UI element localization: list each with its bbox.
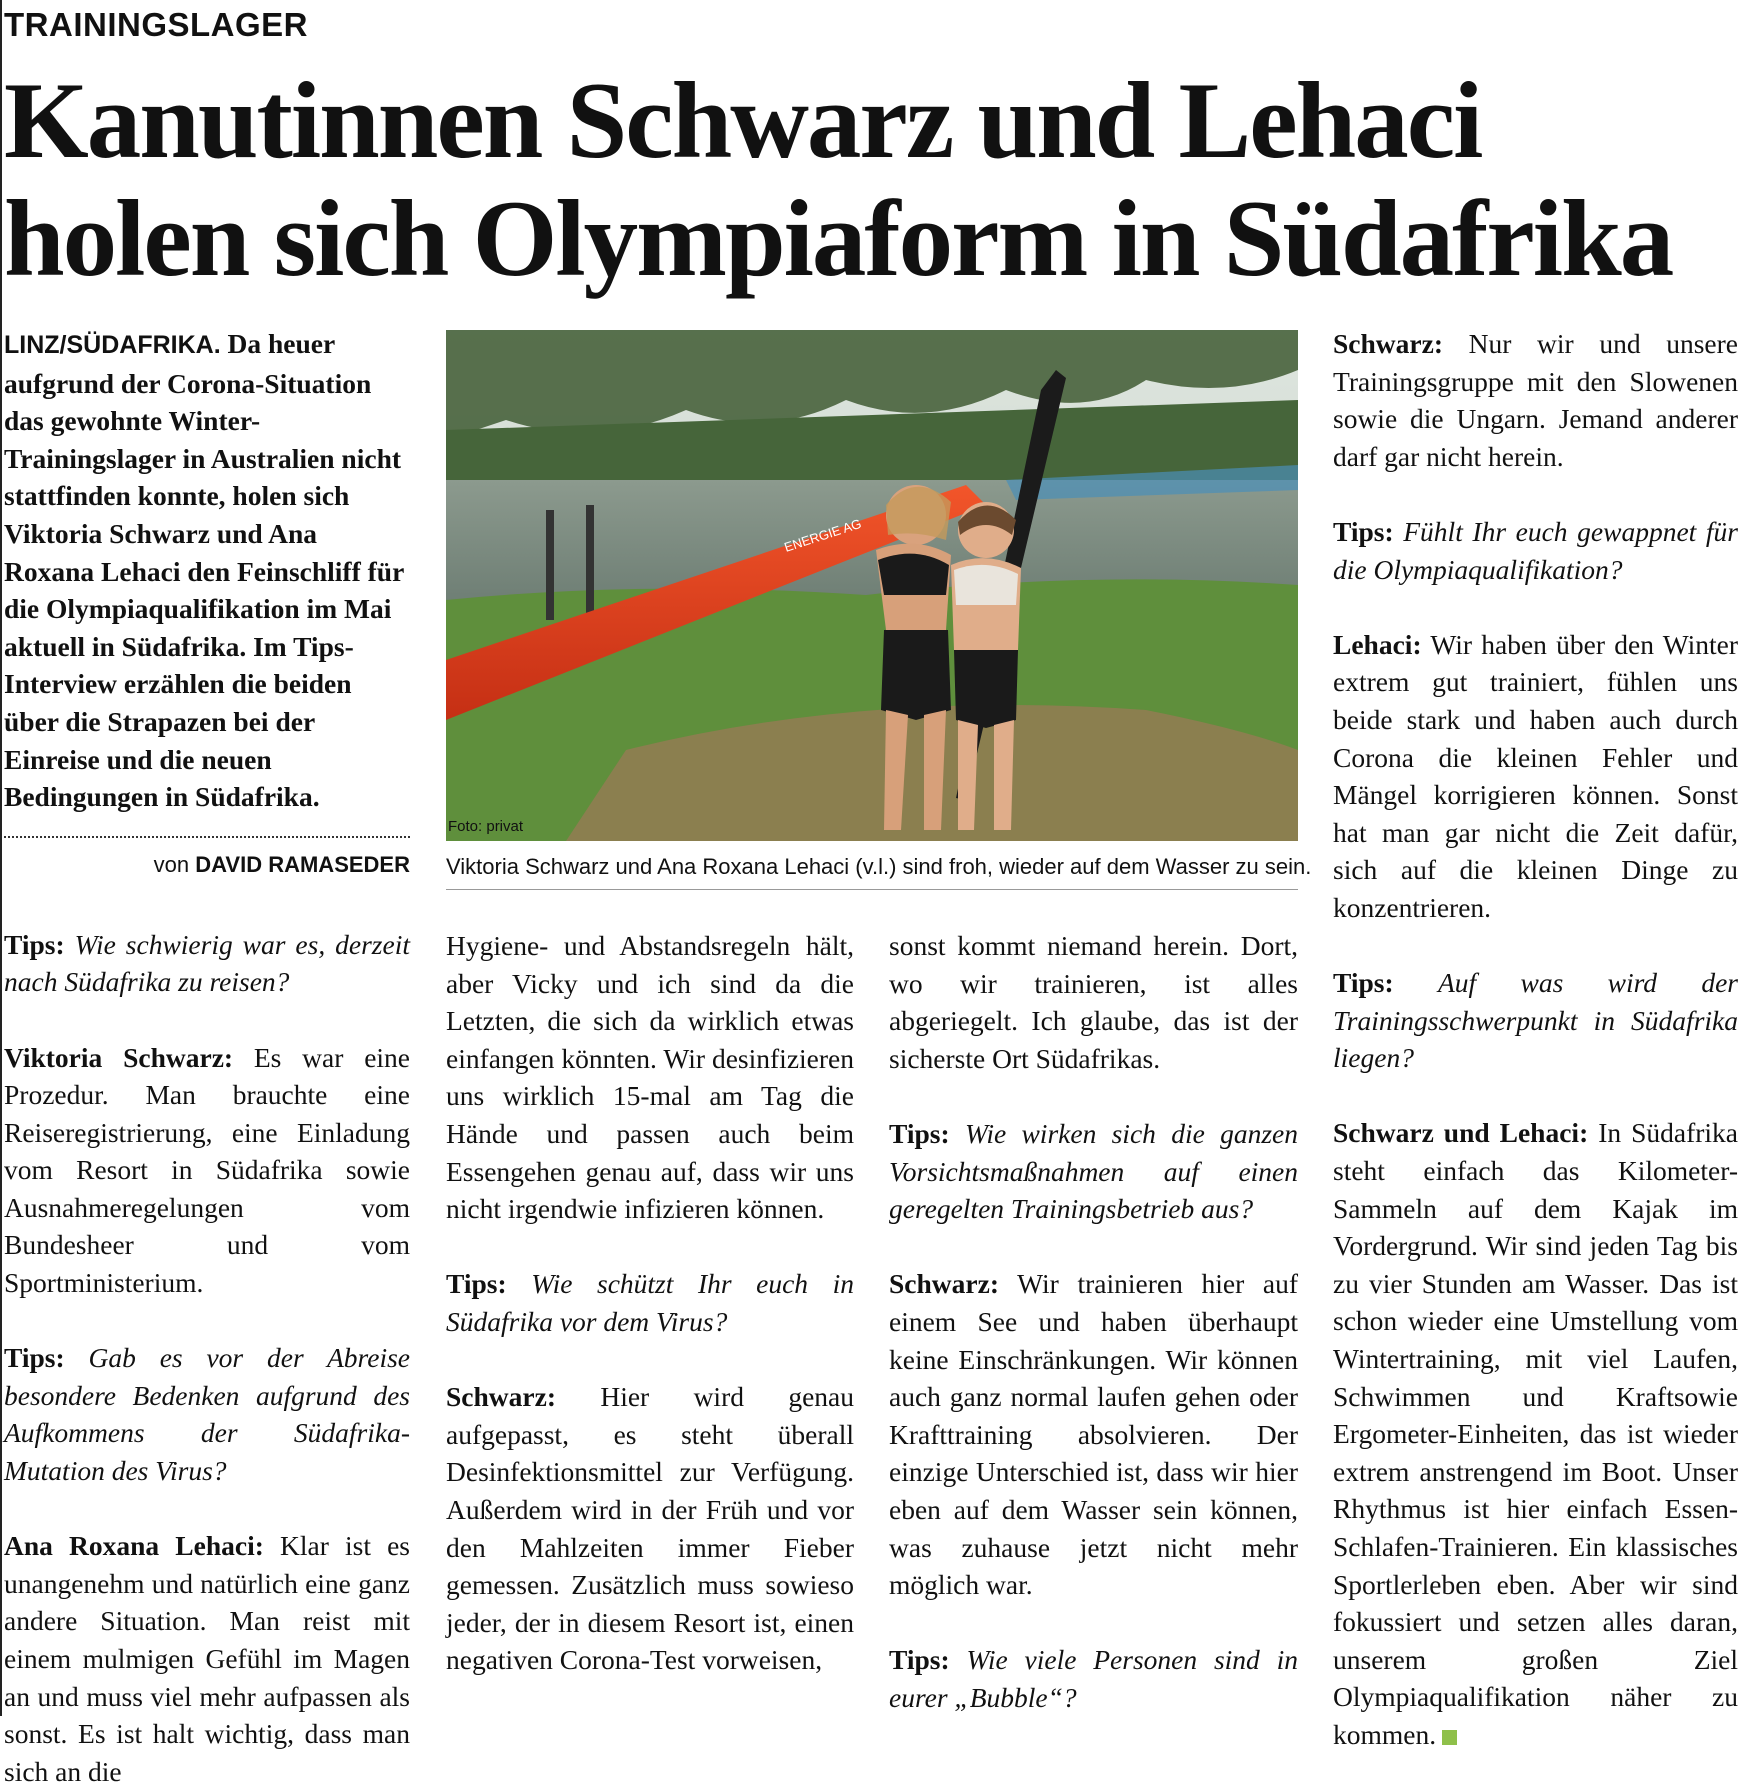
speaker-label: Schwarz und Lehaci: xyxy=(1333,1117,1589,1149)
question-text: Auf was wird der Trainingsschwerpunkt in Südafrika liegen? xyxy=(1333,967,1738,1074)
interview-answer xyxy=(446,1378,854,1679)
interview-answer xyxy=(1333,325,1738,475)
section-kicker: TRAININGSLAGER xyxy=(4,6,308,43)
answer-text: Hier wird genau aufgepasst, es steht überall Desinfektionsmittel zur Verfügung. Außerdem wird in der Früh und vor den Mahlzeiten immer Fieber gemessen. Zusätzlich muss sowieso jeder, der in diesem Resort ist, einen negativen Corona-Test vorweisen, xyxy=(446,1381,854,1676)
speaker-label: Tips: xyxy=(1333,967,1394,999)
dotted-divider xyxy=(4,836,410,838)
athlete-left-shorts xyxy=(881,630,951,720)
interview-answer xyxy=(446,927,854,1228)
article-intro xyxy=(4,325,410,816)
interview-answer xyxy=(4,1527,410,1790)
question-text: Gab es vor der Abreise besondere Bedenken aufgrund des Aufkommens der Südafrika-Mutation des Virus? xyxy=(4,1342,410,1487)
speaker-label: Lehaci: xyxy=(1333,628,1422,660)
intro-text: Da heuer aufgrund der Corona-Situation das gewohnte Winter-Trainingslager in Australien nicht stattfinden konnte, holen sich Viktoria Schwarz und Ana Roxana Lehaci den Feinschliff für die Olympiaqualifikation im Mai aktuell in Südafrika. Im Tips-Interview erzählen die beiden über die Strapazen bei der Einreise und die neuen Bedingungen in Südafrika. xyxy=(4,328,404,813)
speaker-label: Schwarz: xyxy=(889,1268,999,1300)
answer-text: sonst kommt niemand herein. Dort, wo wir trainieren, ist alles abgeriegelt. Ich glaube, das ist der sicherste Ort Südafrikas. xyxy=(889,930,1298,1074)
interview-answer xyxy=(4,1039,410,1302)
interview-question xyxy=(889,1641,1298,1716)
interview-question xyxy=(1333,513,1738,588)
interview-answer xyxy=(1333,1114,1738,1753)
article-end-mark xyxy=(1442,1730,1457,1745)
byline xyxy=(4,850,410,880)
byline-author: DAVID RAMASEDER xyxy=(195,851,410,877)
question-text: Wie schwierig war es, derzeit nach Südafrika zu reisen? xyxy=(4,928,410,998)
speaker-label: Tips: xyxy=(4,928,65,960)
question-text: Fühlt Ihr euch gewappnet für die Olympiaqualifikation? xyxy=(1333,515,1738,585)
dateline-location: LINZ/SÜDAFRIKA. xyxy=(4,331,221,359)
speaker-label: Schwarz: xyxy=(1333,328,1443,359)
answer-text: Es war eine Prozedur. Man brauchte eine Reiseregistrierung, eine Einladung vom Resort in Südafrika sowie Ausnahmeregelungen vom Bundesheer und vom Sportministerium. xyxy=(4,1041,411,1299)
interview-question xyxy=(446,1265,854,1340)
answer-text: Wir haben über den Winter extrem gut trainiert, fühlen uns beide stark und haben auch durch Corona die kleinen Fehler und Mängel korrigieren können. Sonst hat man gar nicht die Zeit dafür, sich auf die kleinen Dinge zu konzentrieren. xyxy=(1333,628,1738,923)
byline-prefix: von xyxy=(153,851,190,877)
interview-answer xyxy=(889,1265,1298,1603)
speaker-label: Tips: xyxy=(889,1644,950,1676)
answer-text: Nur wir und unsere Trainingsgruppe mit den Slowenen sowie die Ungarn. Jemand anderer darf gar nicht herein. xyxy=(1333,328,1738,472)
headline-line-2: holen sich Olympiaform in Südafrika xyxy=(4,178,1673,299)
photo-fence-post xyxy=(586,505,594,615)
article-headline xyxy=(4,62,1742,298)
answer-text: In Südafrika steht einfach das Kilometer-Sammeln auf dem Kajak im Vordergrund. Wir sind jeden Tag bis zu vier Stunden am Wasser. Das ist schon wieder eine Umstellung vom Wintertraining, mit viel Laufen, Schwimmen und Kraftsowie Ergometer-Einheiten, das ist wieder extrem anstrengend im Boot. Unser Rhythmus ist hier einfach Essen-Schlafen-Trainieren. Ein klassisches Sportlerleben eben. Aber wir sind fokussiert und setzen alles daran, unserem großen Ziel Olympiaqualifikation näher zu kommen. xyxy=(1333,1117,1738,1750)
interview-column-1 xyxy=(4,926,410,1790)
speaker-label: Tips: xyxy=(4,1342,65,1374)
article-column-3 xyxy=(889,927,1298,1716)
interview-answer xyxy=(889,927,1298,1077)
answer-text: Klar ist es unangenehm und natürlich eine ganz andere Situation. Man reist mit einem mulmigen Gefühl im Magen an und muss viel mehr aufpassen als sonst. Es ist halt wichtig, dass man sich an die xyxy=(4,1530,411,1787)
caption-divider xyxy=(446,889,1298,890)
speaker-label: Tips: xyxy=(1333,515,1394,547)
interview-question xyxy=(4,926,410,1001)
interview-answer xyxy=(1333,626,1738,927)
answer-text: Hygiene- und Abstandsregeln hält, aber Vicky und ich sind da die Letzten, die sich da wirklich etwas einfangen könnten. Wir desinfizieren uns wirklich 15-mal am Tag die Hände und passen auch beim Essengehen genau auf, dass wir uns nicht irgendwie infizieren können. xyxy=(446,930,854,1225)
athlete-right-top xyxy=(954,565,1018,605)
speaker-label: Viktoria Schwarz: xyxy=(4,1041,234,1073)
question-text: Wie wirken sich die ganzen Vorsichtsmaßnahmen auf einen geregelten Trainingsbetrieb aus? xyxy=(889,1117,1298,1225)
kayak-brand-label: ENERGIE AG xyxy=(782,515,864,555)
interview-question xyxy=(1333,964,1738,1077)
article-photo xyxy=(446,330,1298,841)
athlete-right-shorts xyxy=(954,650,1018,728)
athlete-left-top xyxy=(878,554,949,595)
athlete-right-leg xyxy=(994,720,1014,830)
interview-question xyxy=(4,1339,410,1489)
photo-illustration xyxy=(446,330,1298,841)
question-text: Wie schützt Ihr euch in Südafrika vor dem Virus? xyxy=(446,1268,854,1337)
speaker-label: Tips: xyxy=(889,1117,950,1149)
interview-question xyxy=(889,1115,1298,1228)
answer-text: Wir trainieren hier auf einem See und haben überhaupt keine Einschränkungen. Wir können auch ganz normal laufen gehen oder Krafttraining absolvieren. Der einzige Unterschied ist, dass wir hier eben auf dem Wasser sein können, was zuhause jetzt nicht mehr möglich war. xyxy=(889,1268,1298,1601)
photo-caption: Viktoria Schwarz und Ana Roxana Lehaci (v.l.) sind froh, wieder auf dem Wasser zu sein. xyxy=(446,854,1312,879)
headline-line-1: Kanutinnen Schwarz und Lehaci xyxy=(4,60,1482,181)
article-column-1 xyxy=(4,325,410,1790)
question-text: Wie viele Personen sind in eurer „Bubble“? xyxy=(889,1644,1298,1713)
speaker-label: Tips: xyxy=(446,1268,507,1300)
left-edge-rule xyxy=(0,0,2,1716)
photo-credit: Foto: privat xyxy=(448,818,524,835)
article-column-2 xyxy=(446,927,854,1679)
speaker-label: Ana Roxana Lehaci: xyxy=(4,1530,264,1562)
speaker-label: Schwarz: xyxy=(446,1381,556,1413)
photo-fence-post xyxy=(546,510,554,620)
article-column-4 xyxy=(1333,325,1738,1754)
